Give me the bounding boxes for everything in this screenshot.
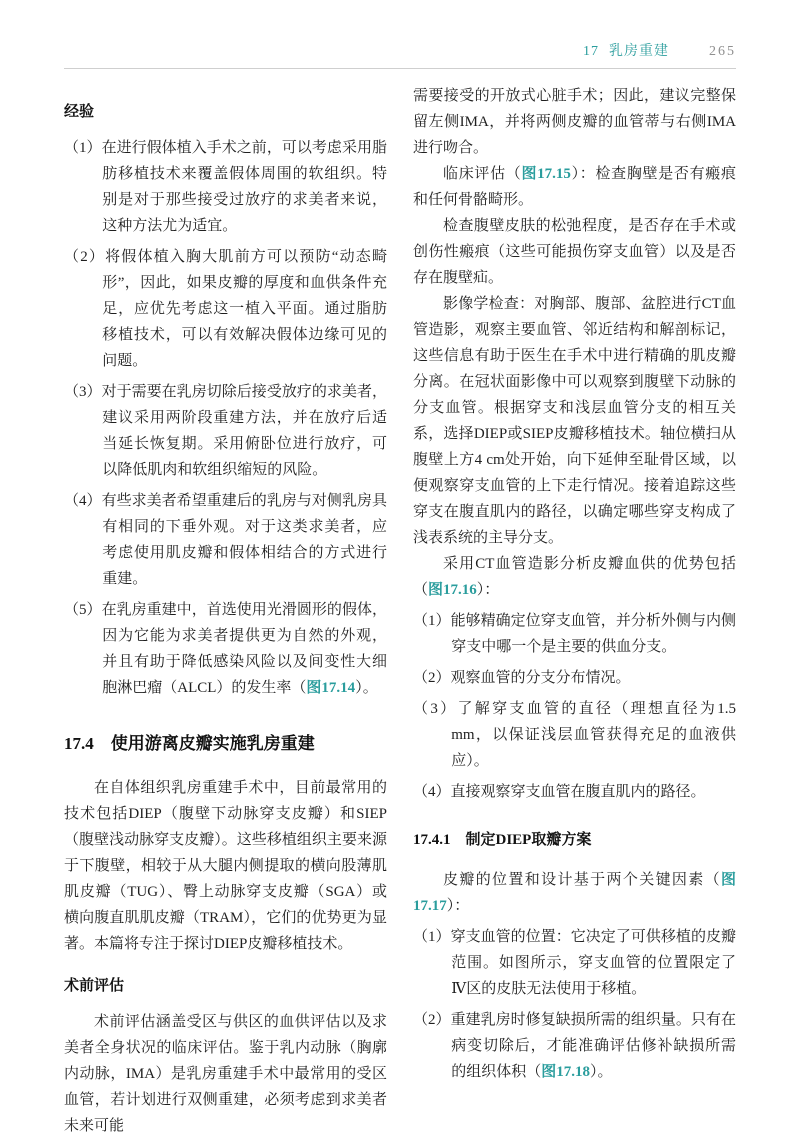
figure-reference: 图17.16 <box>428 582 477 598</box>
text-run: 影像学检查：对胸部、腹部、盆腔进行CT血管造影，观察主要血管、邻近结构和解剖标记，这些信息有助于医生在手术中进行精确的肌皮瓣分离。在冠状面影像中可以观察到腹壁下动脉的分支血管。根据穿支和浅层血管分支的相互关系，选择DIEP或SIEP皮瓣移植技术。轴位横扫从腹壁上方4 cm处开始，向下延伸至耻骨区域，以便观察穿支血管的上下走行情况。接着追踪这些穿支在腹直肌内的路径，以确定哪些穿支构成了浅表系统的主导分支。 <box>413 296 736 546</box>
paragraph <box>413 551 736 603</box>
text-run: （1）穿支血管的位置：它决定了可供移植的皮瓣范围。如图所示，穿支血管的位置限定了Ⅳ区的皮肤无法使用于移植。 <box>413 929 736 997</box>
paragraph <box>413 213 736 291</box>
subsubsection-heading <box>413 827 736 853</box>
chapter-number: 17 <box>583 44 599 59</box>
text-run: （2）重建乳房时修复缺损所需的组织量。只有在病变切除后，才能准确评估修补缺损所需的组织体积（ <box>413 1012 736 1080</box>
text-run: （4）有些求美者希望重建后的乳房与对侧乳房具有相同的下垂外观。对于这类求美者，应考虑使用肌皮瓣和假体相结合的方式进行重建。 <box>64 493 387 587</box>
chapter-title: 乳房重建 <box>609 44 669 59</box>
list-item <box>413 1007 736 1085</box>
page-header <box>64 40 736 60</box>
page-number: 265 <box>709 44 736 59</box>
figure-reference: 图17.14 <box>306 680 356 696</box>
figure-reference: 图17.15 <box>521 166 571 182</box>
text-run: ）： <box>446 898 470 914</box>
text-run: 在自体组织乳房重建手术中，目前最常用的技术包括DIEP（腹壁下动脉穿支皮瓣）和SIEP（腹壁浅动脉穿支皮瓣）。这些移植组织主要来源于下腹壁，相较于从大腿内侧提取的横向股薄肌肌皮瓣（TUG）、臀上动脉穿支皮瓣（SGA）或横向腹直肌肌皮瓣（TRAM），它们的优势更为显著。本篇将专注于探讨DIEP皮瓣移植技术。 <box>64 779 387 952</box>
text-run: （1）在进行假体植入手术之前，可以考虑采用脂肪移植技术来覆盖假体周围的软组织。特别是对于那些接受过放疗的求美者来说，这种方法尤为适宜。 <box>64 140 387 234</box>
list-item <box>413 924 736 1002</box>
text-run: （3）对于需要在乳房切除后接受放疗的求美者，建议采用两阶段重建方法，并在放疗后适当延长恢复期。采用俯卧位进行放疗，可以降低肌肉和软组织缩短的风险。 <box>64 384 387 478</box>
paragraph <box>64 775 387 957</box>
two-column-layout <box>64 69 736 1139</box>
paragraph <box>413 161 736 213</box>
text-run: ）：检查胸壁是否有瘢痕和任何骨骼畸形。 <box>413 166 736 208</box>
text-run: 检查腹壁皮肤的松弛程度，是否存在手术或创伤性瘢痕（这些可能损伤穿支血管）以及是否存在腹壁疝。 <box>413 218 736 286</box>
text-run: ）。 <box>355 680 378 696</box>
text-run: 临床评估（ <box>443 166 522 182</box>
list-item <box>413 779 736 805</box>
text-run: ）： <box>476 582 500 598</box>
list-item <box>64 488 387 592</box>
section-heading <box>64 731 387 757</box>
paragraph <box>413 291 736 551</box>
text-run: （1）能够精确定位穿支血管，并分析外侧与内侧穿支中哪一个是主要的供血分支。 <box>413 613 736 655</box>
paragraph <box>64 1009 387 1139</box>
text-run: 皮瓣的位置和设计基于两个关键因素（ <box>443 872 721 888</box>
list-item <box>64 597 387 701</box>
text-run: 经验 <box>64 104 95 120</box>
list-item <box>413 608 736 660</box>
text-run: 17.4.1 制定DIEP取瓣方案 <box>413 832 592 848</box>
text-run: 术前评估 <box>64 977 125 994</box>
paragraph-continuation <box>413 83 736 161</box>
text-run: 术前评估涵盖受区与供区的血供评估以及求美者全身状况的临床评估。鉴于乳内动脉（胸廓内动脉，IMA）是乳房重建手术中最常用的受区血管，若计划进行双侧重建，必须考虑到求美者未来可能 <box>64 1013 387 1134</box>
text-run: 需要接受的开放式心脏手术；因此，建议完整保留左侧IMA，并将两侧皮瓣的血管蒂与右侧IMA进行吻合。 <box>413 88 736 156</box>
left-column <box>64 83 387 1139</box>
text-run: （3）了解穿支血管的直径（理想直径为1.5 mm，以保证浅层血管获得充足的血液供应）。 <box>413 701 736 769</box>
list-item <box>64 379 387 483</box>
list-item <box>413 696 736 774</box>
list-item <box>413 665 736 691</box>
text-run: 17.4 使用游离皮瓣实施乳房重建 <box>64 734 315 753</box>
text-run: （4）直接观察穿支血管在腹直肌内的路径。 <box>413 784 706 800</box>
figure-reference: 图17.17 <box>413 872 736 914</box>
subsection-heading <box>64 99 387 125</box>
figure-reference: 图17.18 <box>541 1064 591 1080</box>
list-item <box>64 135 387 239</box>
subsection-heading <box>64 973 387 999</box>
text-run: （2）观察血管的分支分布情况。 <box>413 670 631 686</box>
paragraph <box>413 867 736 919</box>
text-run: ）。 <box>590 1064 613 1080</box>
text-run: 采用CT血管造影分析皮瓣血供的优势包括（ <box>413 556 736 598</box>
list-item <box>64 244 387 374</box>
text-run: （2）将假体植入胸大肌前方可以预防“动态畸形”，因此，如果皮瓣的厚度和血供条件充足，应优先考虑这一植入平面。通过脂肪移植技术，可以有效解决假体边缘可见的问题。 <box>64 249 387 369</box>
text-run: （5）在乳房重建中，首选使用光滑圆形的假体，因为它能为求美者提供更为自然的外观，并且有助于降低感染风险以及间变性大细胞淋巴瘤（ALCL）的发生率（ <box>64 602 387 696</box>
right-column <box>413 83 736 1139</box>
